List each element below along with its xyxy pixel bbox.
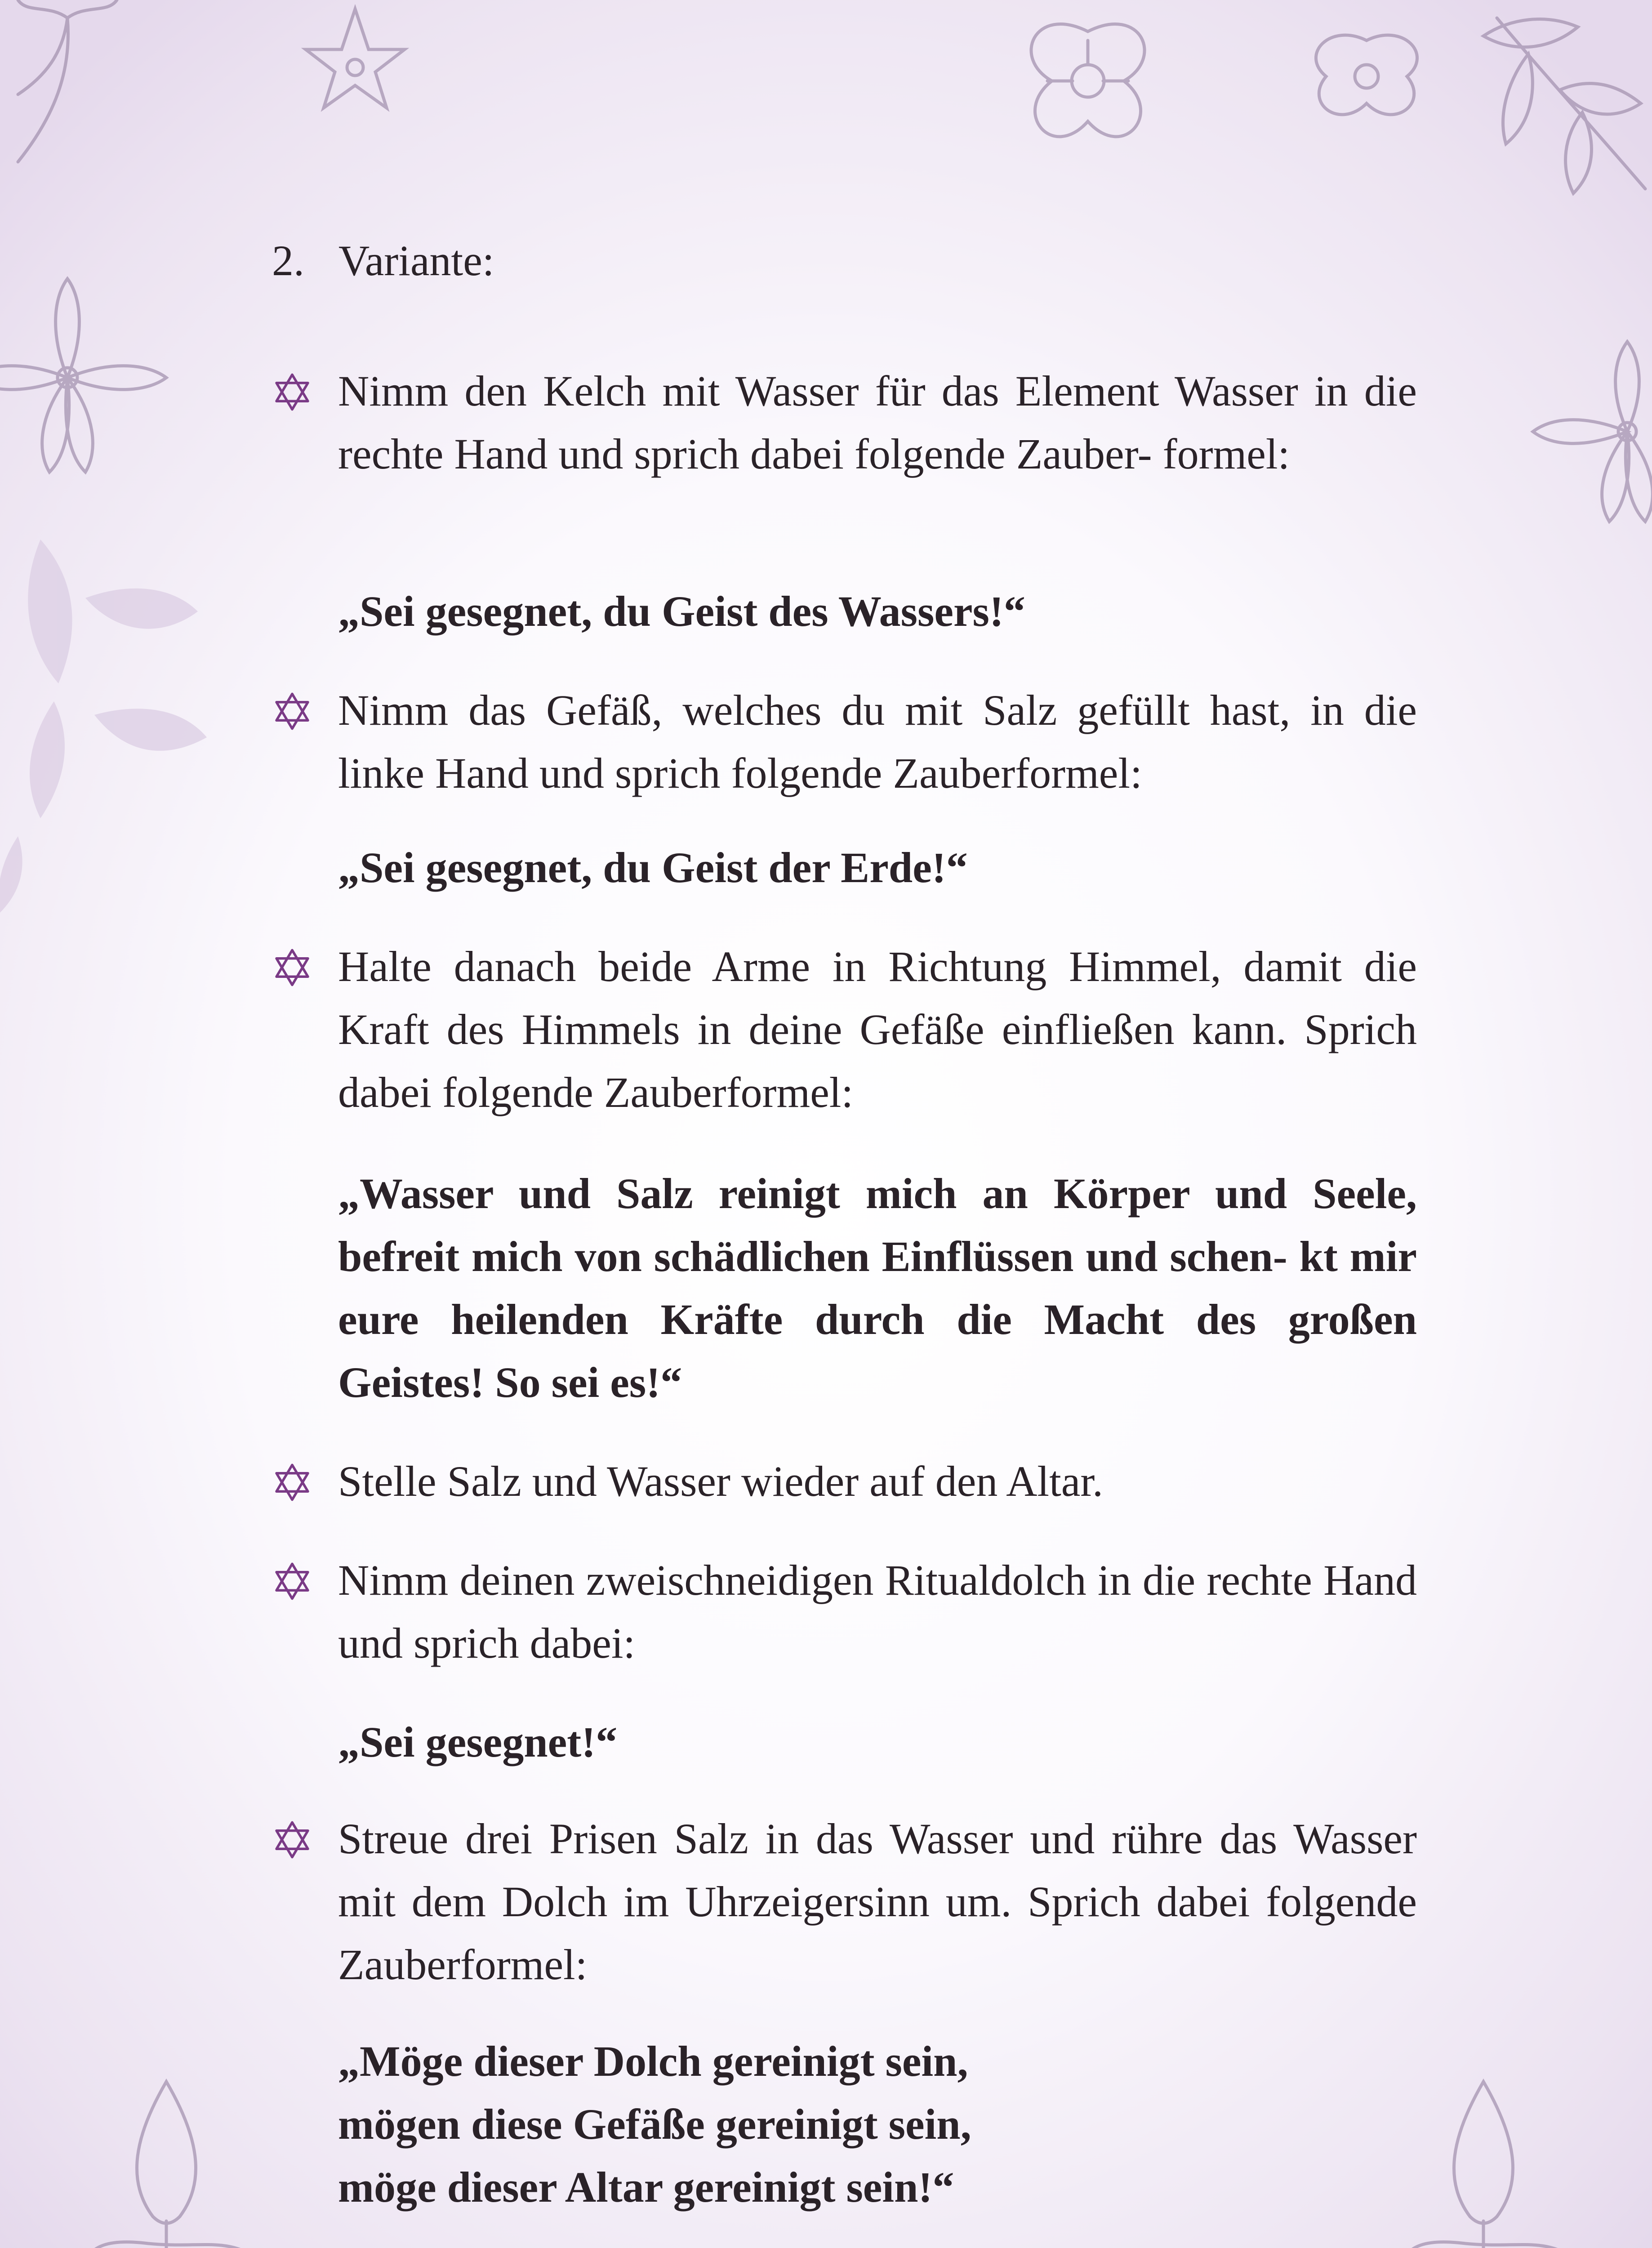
- incantation-text: „Sei gesegnet!“: [338, 1718, 618, 1766]
- incantation-line: möge dieser Altar gereinigt sein!“: [338, 2163, 954, 2211]
- step-text: Nimm den Kelch mit Wasser für das Element Wasser in die rechte Hand und sprich dabei folgende Zauber- formel:: [338, 367, 1417, 478]
- ritual-step: [338, 935, 1417, 1124]
- incantation-text: „Sei gesegnet, du Geist der Erde!“: [338, 843, 968, 892]
- ritual-step: [338, 360, 1417, 486]
- section-label: Variante:: [338, 236, 494, 285]
- step-text: Streue drei Prisen Salz in das Wasser und rühre das Wasser mit dem Dolch im Uhrzeigersinn um. Sprich dabei folgende Zauberformel:: [338, 1815, 1417, 1989]
- hexagram-star-icon: [272, 371, 313, 413]
- step-text: Halte danach beide Arme in Richtung Himmel, damit die Kraft des Himmels in deine Gefäße einfließen kann. Sprich dabei folgende Zauberformel:: [338, 942, 1417, 1116]
- incantation: [338, 1711, 1417, 1774]
- hexagram-star-icon: [272, 1462, 313, 1503]
- hexagram-star-icon: [272, 1819, 313, 1860]
- incantation-text: „Sei gesegnet, du Geist des Wassers!“: [338, 587, 1025, 635]
- incantation: [338, 836, 1417, 899]
- step-text: Nimm deinen zweischneidigen Ritualdolch in die rechte Hand und sprich dabei:: [338, 1556, 1417, 1667]
- incantation-line: mögen diese Gefäße gereinigt sein,: [338, 2100, 971, 2148]
- step-text: Stelle Salz und Wasser wieder auf den Altar.: [338, 1457, 1104, 1505]
- incantation: [338, 2030, 1417, 2219]
- hexagram-star-icon: [272, 947, 313, 988]
- ritual-step: [338, 1807, 1417, 1996]
- incantation-text: „Wasser und Salz reinigt mich an Körper und Seele, befreit mich von schädlichen Einflüssen und schen- kt mir eure heilenden Kräfte durch die Macht des großen Geistes! So sei es!“: [338, 1169, 1417, 1406]
- hexagram-star-icon: [272, 691, 313, 732]
- ritual-step: [338, 679, 1417, 805]
- section-heading: [272, 227, 494, 294]
- incantation: [338, 1162, 1417, 1414]
- section-number: 2.: [272, 236, 304, 285]
- ritual-step: [338, 1549, 1417, 1675]
- incantation-line: „Möge dieser Dolch gereinigt sein,: [338, 2037, 968, 2085]
- hexagram-star-icon: [272, 1561, 313, 1602]
- ritual-step: [338, 1450, 1417, 1513]
- step-text: Nimm das Gefäß, welches du mit Salz gefüllt hast, in die linke Hand und sprich folgende Zauberformel:: [338, 686, 1417, 797]
- incantation: [338, 580, 1417, 643]
